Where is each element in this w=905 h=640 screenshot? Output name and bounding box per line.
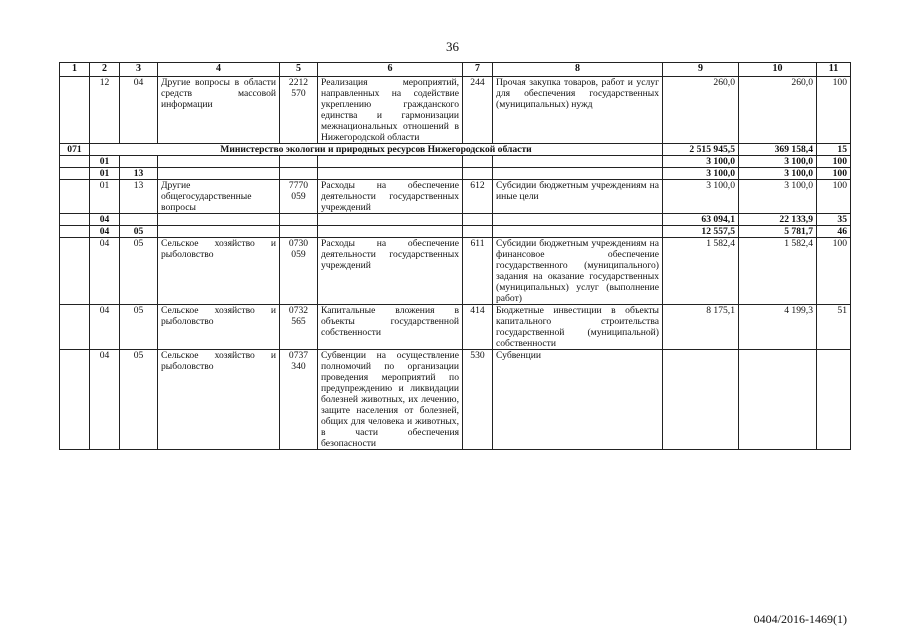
cell-target-name: Субвенции на осуществление полномочий по организации проведения мероприятий по предупреждению и ликвидации болезней животных, их лечению, защите населения от болезней, общих для человека и животных, в части обеспечения безопасности bbox=[318, 350, 463, 450]
cell-plan: 3 100,0 bbox=[663, 156, 739, 168]
cell-percent: 100 bbox=[817, 77, 851, 144]
col-header-7: 7 bbox=[463, 63, 493, 77]
page-number: 36 bbox=[446, 39, 459, 54]
cell-ministry: 071 bbox=[60, 144, 90, 156]
target-code-part2: 059 bbox=[291, 249, 306, 260]
cell-percent: 100 bbox=[817, 180, 851, 214]
cell-plan: 260,0 bbox=[663, 77, 739, 144]
cell-section: 01 bbox=[90, 180, 120, 214]
cell-percent: 100 bbox=[817, 168, 851, 180]
col-header-9: 9 bbox=[663, 63, 739, 77]
cell-plan: 12 557,5 bbox=[663, 226, 739, 238]
budget-table bbox=[59, 62, 851, 450]
cell-actual: 3 100,0 bbox=[739, 180, 817, 214]
table-row-subsection-total bbox=[60, 168, 851, 180]
cell-subsection: 05 bbox=[120, 305, 158, 350]
cell-actual: 3 100,0 bbox=[739, 168, 817, 180]
cell-plan: 2 515 945,5 bbox=[663, 144, 739, 156]
col-header-11: 11 bbox=[817, 63, 851, 77]
cell-target-code bbox=[280, 180, 318, 214]
cell-section: 04 bbox=[90, 350, 120, 450]
cell-section: 04 bbox=[90, 305, 120, 350]
cell-target-code bbox=[280, 77, 318, 144]
cell-section: 12 bbox=[90, 77, 120, 144]
target-code-part1: 0732 bbox=[288, 305, 309, 316]
cell-expense-name: Бюджетные инвестиции в объекты капитального строительства государственной (муниципальной) собственности bbox=[493, 305, 663, 350]
cell-expense-name: Субсидии бюджетным учреждениям на иные цели bbox=[493, 180, 663, 214]
target-code-part2: 565 bbox=[291, 316, 306, 327]
cell-target-code bbox=[280, 305, 318, 350]
cell-section: 04 bbox=[90, 226, 120, 238]
cell-target-name: Расходы на обеспечение деятельности государственных учреждений bbox=[318, 180, 463, 214]
cell-percent: 100 bbox=[817, 238, 851, 305]
target-code-part1: 7770 bbox=[288, 180, 309, 191]
cell-percent: 46 bbox=[817, 226, 851, 238]
col-header-8: 8 bbox=[493, 63, 663, 77]
col-header-4: 4 bbox=[158, 63, 280, 77]
cell-expense-type: 414 bbox=[463, 305, 493, 350]
cell-subsection-name: Сельское хозяйство и рыболовство bbox=[158, 238, 280, 305]
cell-actual: 3 100,0 bbox=[739, 156, 817, 168]
col-header-1: 1 bbox=[60, 63, 90, 77]
target-code-part2: 570 bbox=[291, 88, 306, 99]
cell-percent bbox=[817, 350, 851, 450]
cell-section: 01 bbox=[90, 168, 120, 180]
cell-plan bbox=[663, 350, 739, 450]
cell-ministry bbox=[60, 77, 90, 144]
table-row-ministry bbox=[60, 144, 851, 156]
cell-actual: 4 199,3 bbox=[739, 305, 817, 350]
document-number: 0404/2016-1469(1) bbox=[753, 612, 847, 626]
table-row bbox=[60, 350, 851, 450]
cell-plan: 3 100,0 bbox=[663, 180, 739, 214]
cell-target-name: Капитальные вложения в объекты государственной собственности bbox=[318, 305, 463, 350]
target-code-part2: 340 bbox=[291, 361, 306, 372]
cell-target-name: Реализация мероприятий, направленных на содействие укреплению гражданского единства и гармонизации межнациональных отношений в Нижегородской области bbox=[318, 77, 463, 144]
cell-expense-type: 244 bbox=[463, 77, 493, 144]
target-code-part1: 2212 bbox=[288, 77, 309, 88]
cell-target-code bbox=[280, 238, 318, 305]
cell-actual: 5 781,7 bbox=[739, 226, 817, 238]
table-row bbox=[60, 180, 851, 214]
cell-target-code bbox=[280, 350, 318, 450]
cell-section: 04 bbox=[90, 238, 120, 305]
cell-plan: 8 175,1 bbox=[663, 305, 739, 350]
ministry-title: Министерство экологии и природных ресурсов Нижегородской области bbox=[90, 144, 663, 156]
cell-subsection: 05 bbox=[120, 238, 158, 305]
col-header-2: 2 bbox=[90, 63, 120, 77]
cell-plan: 63 094,1 bbox=[663, 214, 739, 226]
cell-subsection-name: Сельское хозяйство и рыболовство bbox=[158, 305, 280, 350]
cell-percent: 35 bbox=[817, 214, 851, 226]
cell-actual: 1 582,4 bbox=[739, 238, 817, 305]
col-header-3: 3 bbox=[120, 63, 158, 77]
cell-subsection-name: Другие вопросы в области средств массовой информации bbox=[158, 77, 280, 144]
cell-expense-type: 611 bbox=[463, 238, 493, 305]
col-header-6: 6 bbox=[318, 63, 463, 77]
cell-expense-type: 530 bbox=[463, 350, 493, 450]
table-row-section-total bbox=[60, 214, 851, 226]
table-row-section-total bbox=[60, 156, 851, 168]
cell-percent: 100 bbox=[817, 156, 851, 168]
cell-expense-name: Прочая закупка товаров, работ и услуг для обеспечения государственных (муниципальных) нужд bbox=[493, 77, 663, 144]
cell-subsection: 05 bbox=[120, 350, 158, 450]
col-header-10: 10 bbox=[739, 63, 817, 77]
header-row bbox=[60, 63, 851, 77]
cell-section: 04 bbox=[90, 214, 120, 226]
cell-percent: 51 bbox=[817, 305, 851, 350]
cell-target-name: Расходы на обеспечение деятельности государственных учреждений bbox=[318, 238, 463, 305]
cell-section: 01 bbox=[90, 156, 120, 168]
cell-expense-name: Субвенции bbox=[493, 350, 663, 450]
cell-expense-name: Субсидии бюджетным учреждениям на финансовое обеспечение государственного (муниципального) задания на оказание государственных (муниципальных) услуг (выполнение работ) bbox=[493, 238, 663, 305]
cell-percent: 15 bbox=[817, 144, 851, 156]
col-header-5: 5 bbox=[280, 63, 318, 77]
target-code-part1: 0730 bbox=[288, 238, 309, 249]
target-code-part1: 0737 bbox=[288, 350, 309, 361]
cell-actual bbox=[739, 350, 817, 450]
table-row bbox=[60, 238, 851, 305]
cell-actual: 260,0 bbox=[739, 77, 817, 144]
cell-plan: 1 582,4 bbox=[663, 238, 739, 305]
cell-subsection-name: Другие общегосударственные вопросы bbox=[158, 180, 280, 214]
cell-subsection: 04 bbox=[120, 77, 158, 144]
table-row bbox=[60, 305, 851, 350]
cell-subsection: 13 bbox=[120, 168, 158, 180]
cell-subsection-name: Сельское хозяйство и рыболовство bbox=[158, 350, 280, 450]
cell-actual: 22 133,9 bbox=[739, 214, 817, 226]
cell-subsection: 05 bbox=[120, 226, 158, 238]
table-row bbox=[60, 77, 851, 144]
cell-expense-type: 612 bbox=[463, 180, 493, 214]
cell-actual: 369 158,4 bbox=[739, 144, 817, 156]
cell-plan: 3 100,0 bbox=[663, 168, 739, 180]
table-row-subsection-total bbox=[60, 226, 851, 238]
target-code-part2: 059 bbox=[291, 191, 306, 202]
cell-subsection: 13 bbox=[120, 180, 158, 214]
